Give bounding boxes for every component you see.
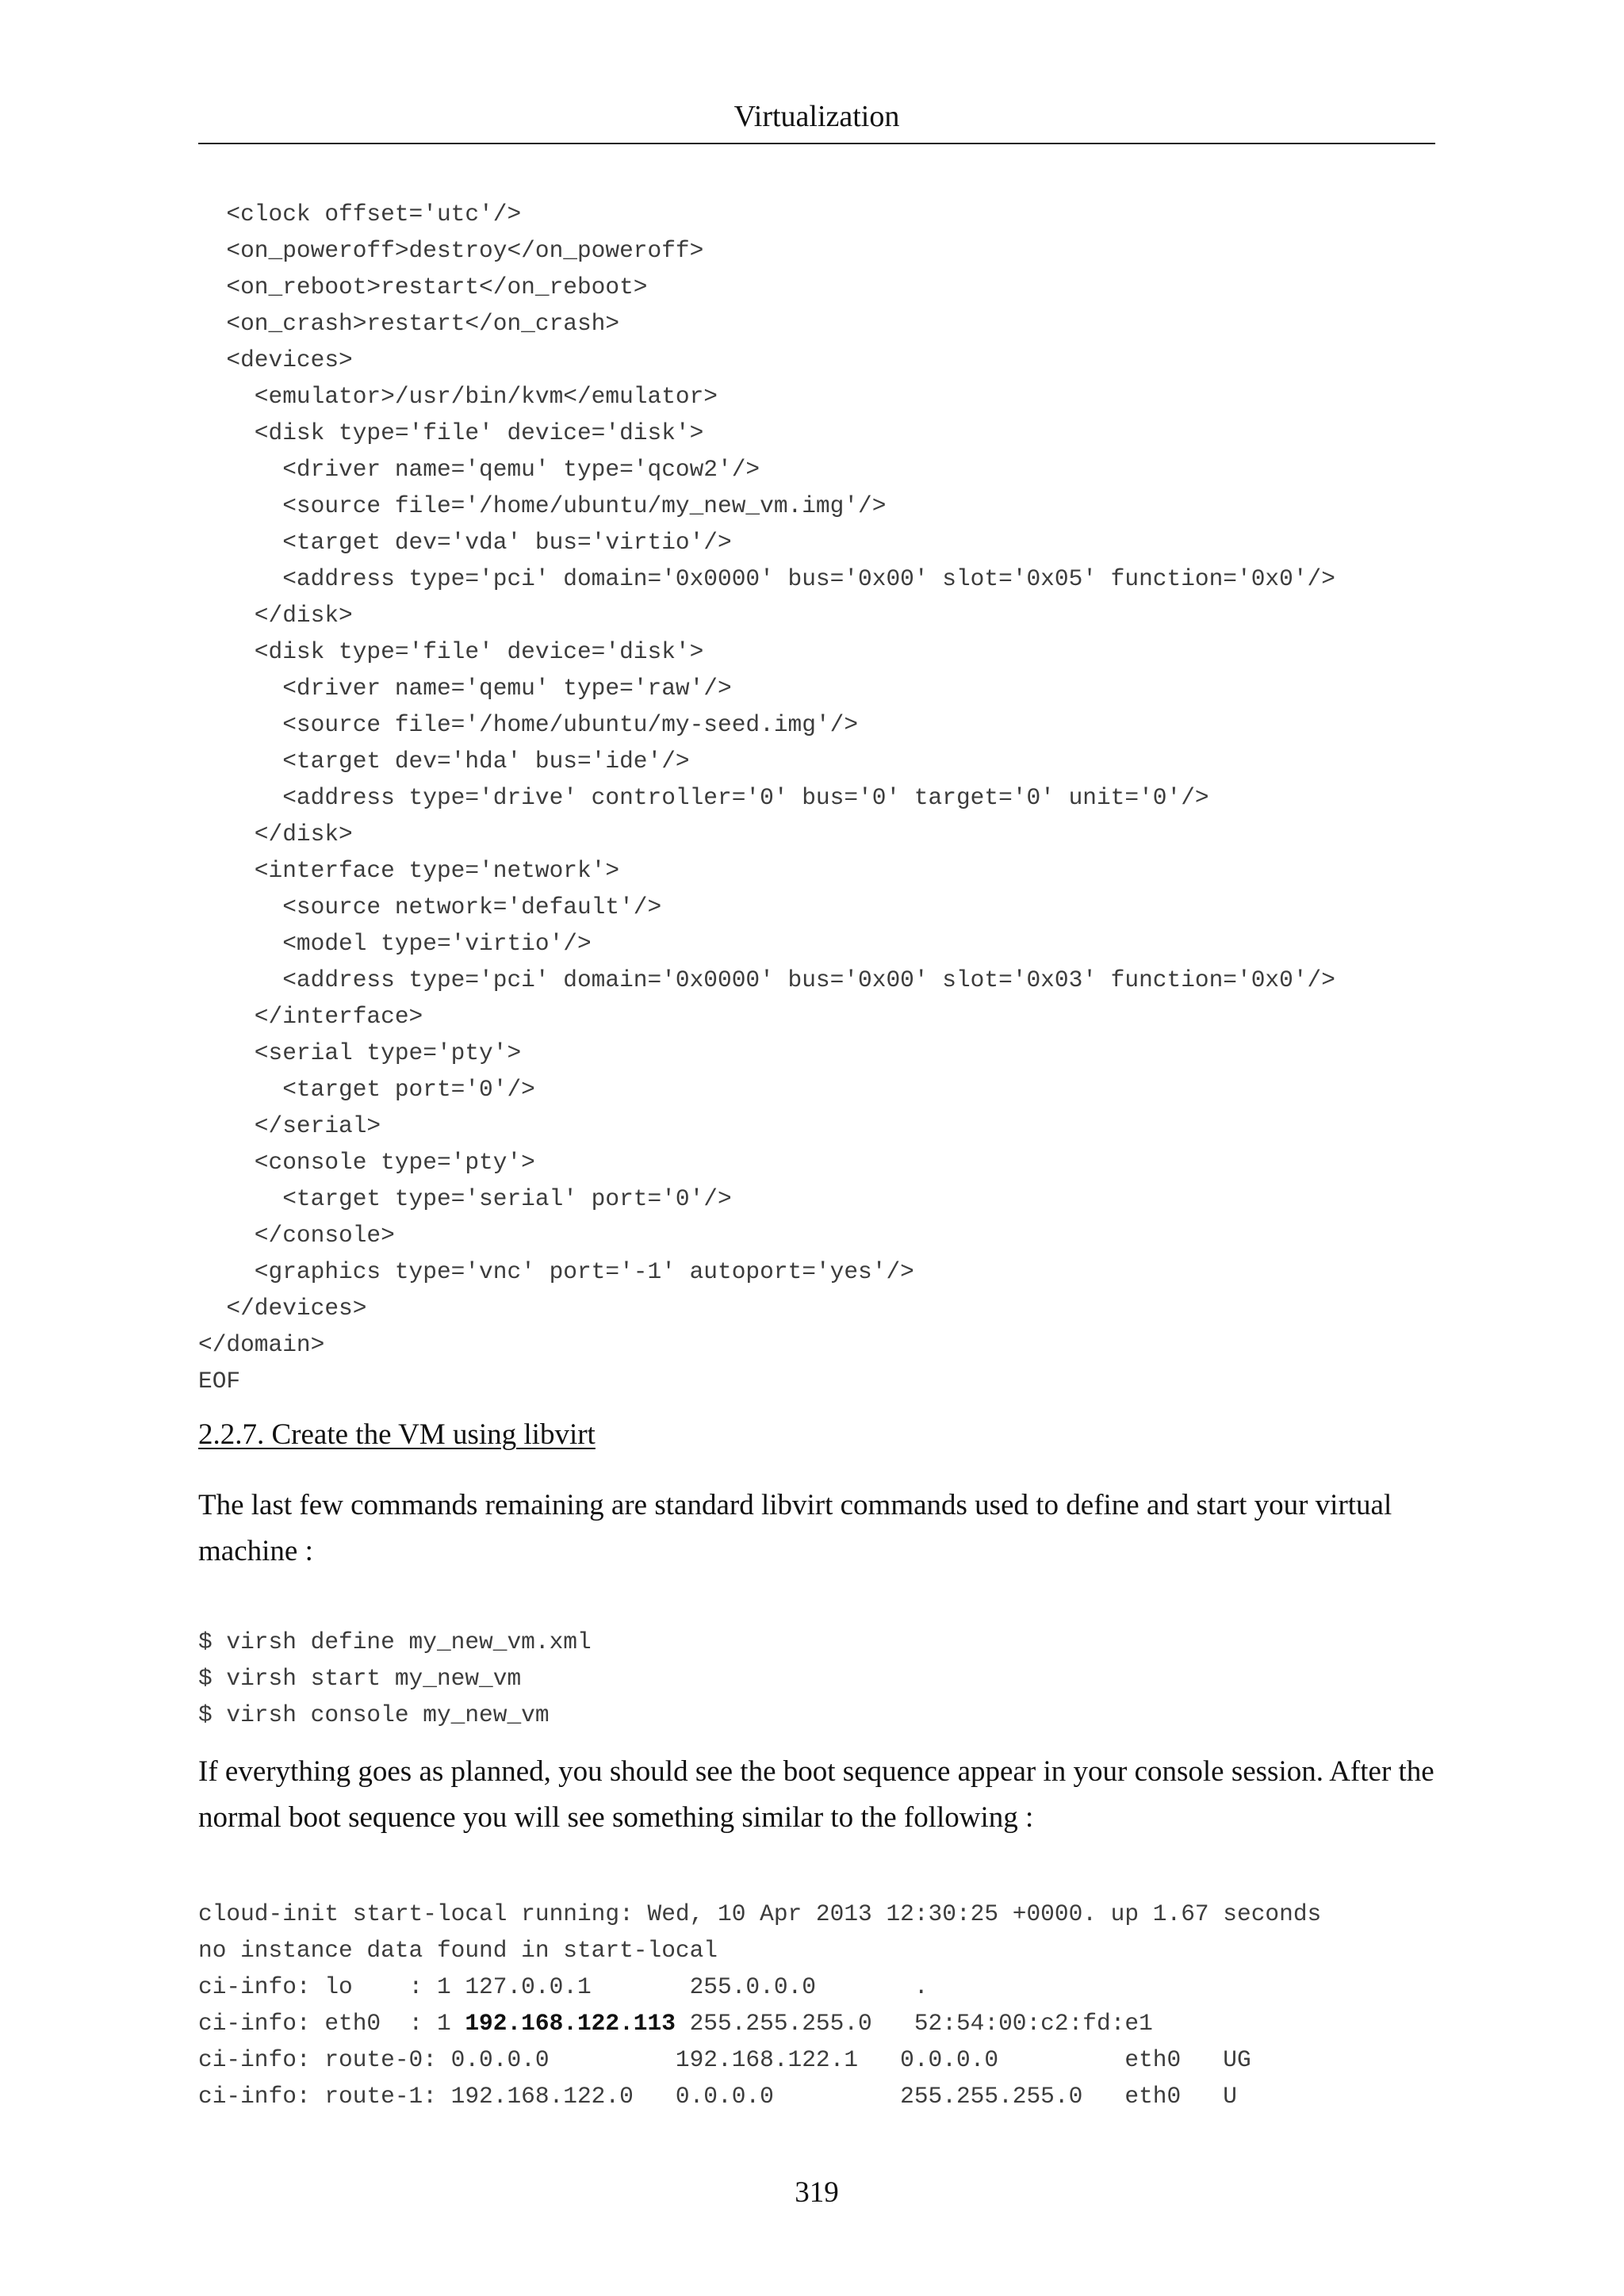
code-line: </devices> <box>198 1295 367 1322</box>
code-line: <source file='/home/ubuntu/my_new_vm.img'/> <box>198 492 887 519</box>
output-line: cloud-init start-local running: Wed, 10 Apr 2013 12:30:25 +0000. up 1.67 seconds <box>198 1900 1322 1927</box>
xml-code-block <box>198 196 1335 1399</box>
code-line: <driver name='qemu' type='qcow2'/> <box>198 456 760 483</box>
code-line: </disk> <box>198 821 353 848</box>
code-line: <on_poweroff>destroy</on_poweroff> <box>198 237 704 264</box>
output-line: ci-info: lo : 1 127.0.0.1 255.0.0.0 . <box>198 1973 929 2000</box>
header-divider <box>198 143 1435 144</box>
code-line: <interface type='network'> <box>198 857 620 884</box>
output-line: no instance data found in start-local <box>198 1937 718 1964</box>
code-line: <serial type='pty'> <box>198 1039 522 1066</box>
code-line: <target port='0'/> <box>198 1076 535 1103</box>
output-line: ci-info: route-0: 0.0.0.0 192.168.122.1 0.0.0.0 eth0 UG <box>198 2046 1251 2073</box>
code-line: <graphics type='vnc' port='-1' autoport='yes'/> <box>198 1258 914 1285</box>
code-line: <model type='virtio'/> <box>198 930 592 957</box>
command-line: $ virsh define my_new_vm.xml <box>198 1628 592 1655</box>
code-line: <target dev='hda' bus='ide'/> <box>198 748 690 775</box>
output-line: ci-info: route-1: 192.168.122.0 0.0.0.0 255.255.255.0 eth0 U <box>198 2083 1238 2110</box>
page-number: 319 <box>795 2176 839 2209</box>
code-line: <source network='default'/> <box>198 894 662 920</box>
code-line: <address type='pci' domain='0x0000' bus='0x00' slot='0x03' function='0x0'/> <box>198 966 1335 993</box>
section-heading: 2.2.7. Create the VM using libvirt <box>198 1418 596 1451</box>
ip-address-highlight: 192.168.122.113 <box>465 2010 676 2037</box>
code-line: </serial> <box>198 1112 381 1139</box>
body-paragraph: The last few commands remaining are standard libvirt commands used to define and start your virtual machine : <box>198 1489 1392 1567</box>
output-line-suffix: 255.255.255.0 52:54:00:c2:fd:e1 <box>675 2010 1153 2037</box>
code-line: </console> <box>198 1222 395 1249</box>
code-line: <driver name='qemu' type='raw'/> <box>198 675 732 702</box>
code-line: <address type='pci' domain='0x0000' bus='0x00' slot='0x05' function='0x0'/> <box>198 565 1335 592</box>
command-line: $ virsh console my_new_vm <box>198 1701 550 1728</box>
code-line: <target type='serial' port='0'/> <box>198 1185 732 1212</box>
running-header: Virtualization <box>733 100 900 133</box>
code-line: <console type='pty'> <box>198 1149 535 1176</box>
command-line: $ virsh start my_new_vm <box>198 1665 522 1692</box>
code-line: <on_crash>restart</on_crash> <box>198 310 620 337</box>
code-line: <address type='drive' controller='0' bus='0' target='0' unit='0'/> <box>198 784 1209 811</box>
output-line-prefix: ci-info: eth0 : 1 <box>198 2010 465 2037</box>
code-line: </interface> <box>198 1003 423 1030</box>
code-line: <target dev='vda' bus='virtio'/> <box>198 529 732 556</box>
code-line: <clock offset='utc'/> <box>198 201 522 228</box>
code-line: <disk type='file' device='disk'> <box>198 419 704 446</box>
code-line: </domain> <box>198 1331 325 1358</box>
body-paragraph: If everything goes as planned, you should see the boot sequence appear in your console session. After the normal boot sequence you will see something similar to the following : <box>198 1755 1434 1834</box>
code-line: </disk> <box>198 602 353 629</box>
boot-output-block <box>198 1896 1321 2114</box>
code-line: <devices> <box>198 346 353 373</box>
code-line: <disk type='file' device='disk'> <box>198 638 704 665</box>
code-line: EOF <box>198 1368 241 1395</box>
code-line: <emulator>/usr/bin/kvm</emulator> <box>198 383 718 410</box>
code-line: <on_reboot>restart</on_reboot> <box>198 274 648 300</box>
code-line: <source file='/home/ubuntu/my-seed.img'/> <box>198 711 859 738</box>
virsh-command-block <box>198 1624 592 1733</box>
output-line <box>198 2005 1321 2042</box>
